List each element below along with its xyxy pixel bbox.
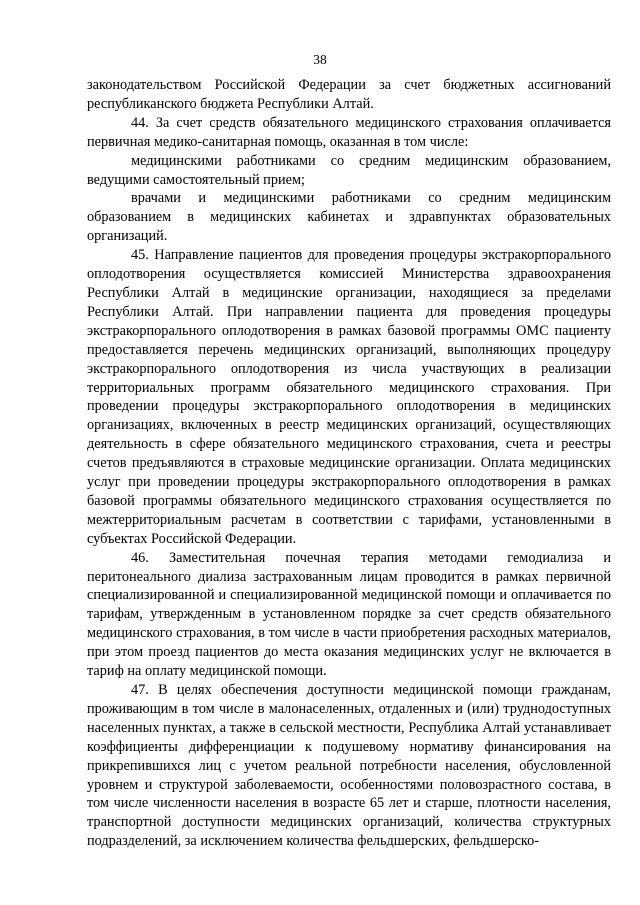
paragraph-44-item-2: врачами и медицинскими работниками со средним медицинским образованием в медицинских кабинетах и здравпунктах образовательных организаций.: [87, 190, 611, 245]
paragraph-continuation: законодательством Российской Федерации за счет бюджетных ассигнований республиканского бюджета Республики Алтай.: [87, 77, 611, 112]
paragraph-47: 47. В целях обеспечения доступности медицинской помощи гражданам, проживающим в том числе в малонаселенных, отдаленных и (или) труднодоступных населенных пунктах, а также в сельской местности, Республика Алтай устанавливает коэффициенты дифференциации к подушевому нормативу финансирования на прикрепившихся лиц с учетом реальной потребности населения, обусловленной уровнем и структурой заболеваемости, особенностями половозрастного состава, в том числе численности населения в возрасте 65 лет и старше, плотности населения, транспортной доступности медицинских организаций, количества структурных подразделений, за исключением количества фельдшерских, фельдшерско-: [87, 682, 611, 850]
paragraph-44-item-1: медицинскими работниками со средним медицинским образованием, ведущими самостоятельный прием;: [87, 152, 611, 188]
document-body: [87, 76, 611, 851]
paragraph-45: 45. Направление пациентов для проведения процедуры экстракорпорального оплодотворения осуществляется комиссией Министерства здравоохранения Республики Алтай в медицинские организации, находящиеся за пределами Республики Алтай. При направлении пациента для проведения процедуры экстракорпорального оплодотворения в рамках базовой программы ОМС пациенту предоставляется перечень медицинских организаций, выполняющих процедуру экстракорпорального оплодотворения из числа участвующих в реализации территориальных программ обязательного медицинского страхования. При проведении процедуры экстракорпорального оплодотворения в медицинских организациях, включенных в реестр медицинских организаций, осуществляющих деятельность в сфере обязательного медицинского страхования, счета и реестры счетов предъявляются в страховые медицинские организации. Оплата медицинских услуг при проведении процедуры экстракорпорального оплодотворения в рамках базовой программы обязательного медицинского страхования осуществляется по межтерриториальным расчетам в соответствии с тарифами, установленными в субъектах Российской Федерации.: [87, 247, 611, 547]
page-number: 38: [313, 52, 327, 67]
paragraph-44: 44. За счет средств обязательного медицинского страхования оплачивается первичная медико-санитарная помощь, оказанная в том числе:: [87, 114, 611, 150]
paragraph-46: 46. Заместительная почечная терапия методами гемодиализа и перитонеального диализа застрахованным лицам проводится в рамках первичной специализированной и специализированной медицинской помощи и оплачивается по тарифам, утвержденным в установленном порядке за счет средств обязательного медицинского страхования, в том числе в части приобретения расходных материалов, при этом проезд пациентов до места оказания медицинских услуг не включается в тариф на оплату медицинской помощи.: [87, 549, 611, 680]
